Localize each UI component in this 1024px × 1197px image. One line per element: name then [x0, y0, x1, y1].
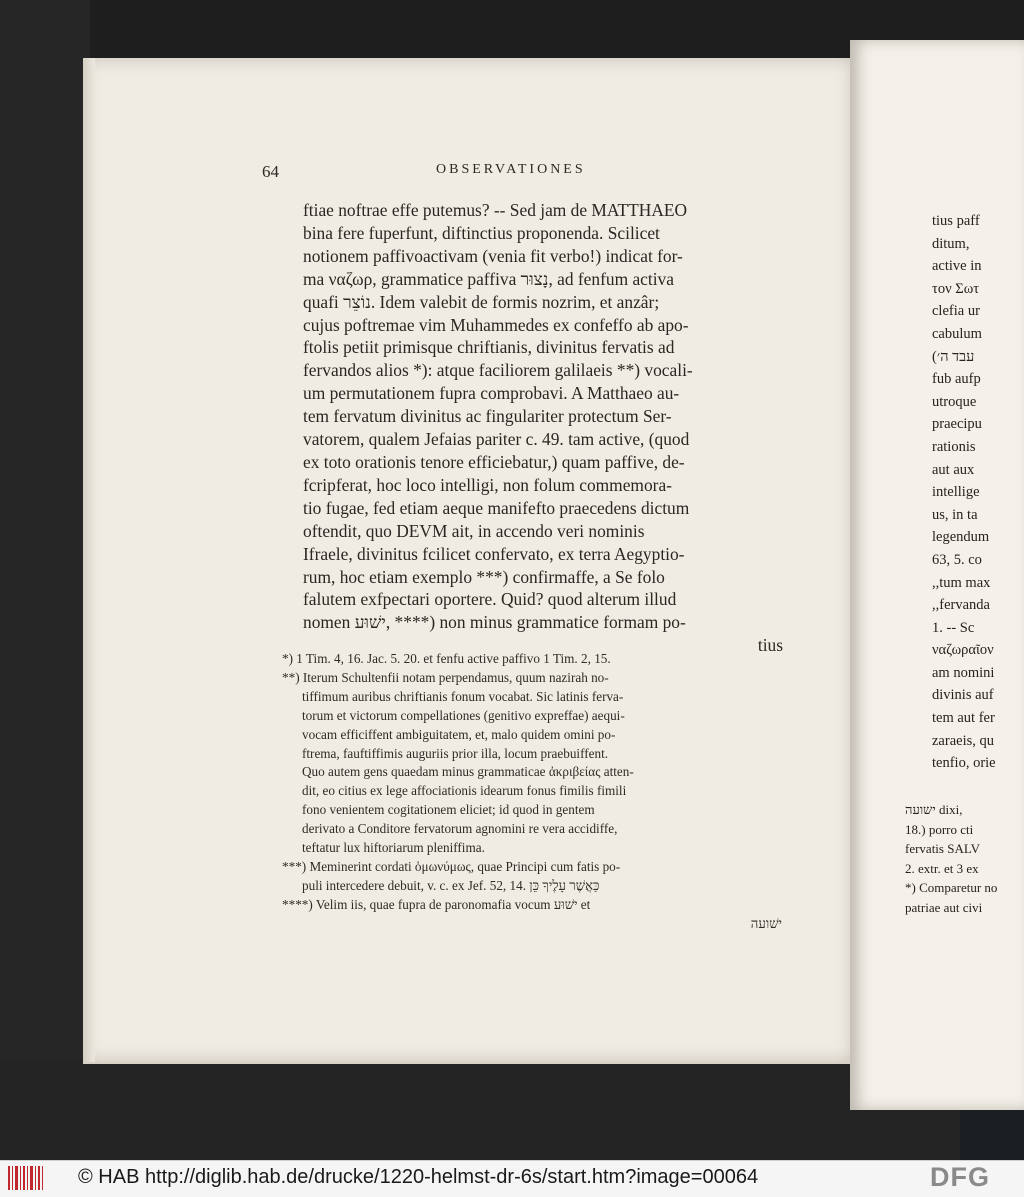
text-line: fervandos alios *): atque faciliorem galilaeis **) vocali-	[303, 360, 693, 381]
text-line: ftolis petiit primisque chriftianis, divinitus fervatis ad	[303, 337, 675, 358]
text-line: tio fugae, fed etiam aeque manifefto praecedens dictum	[303, 497, 690, 518]
footnotes-block	[282, 650, 782, 934]
text-line: rum, hoc etiam exemplo ***) confirmaffe, a Se folo	[303, 566, 665, 587]
text-line: cujus poftremae vim Muhammedes ex confeffo ab apo-	[303, 314, 689, 335]
text-line: aut aux	[932, 461, 975, 478]
footnote-line: torum et victorum compellationes (genitivo expreffae) aequi-	[302, 707, 625, 723]
footnote-line: patriae aut civi	[905, 899, 983, 915]
footnote-line: fono venientem cogitationem eliciet; id quod in gentem	[302, 802, 595, 818]
library-barcode-icon	[6, 1163, 46, 1193]
text-line: tem fervatum divinitus ac fingulariter protectum Ser-	[303, 406, 672, 427]
text-line: us, in ta	[932, 506, 978, 523]
text-line: utroque	[932, 393, 977, 410]
footnote-line: fervatis SALV	[905, 841, 980, 857]
text-line: tenfio, orie	[932, 755, 996, 772]
text-line: vatorem, qualem Jefaias pariter c. 49. tam active, (quod	[303, 429, 690, 450]
copyright-link[interactable]: © HAB http://diglib.hab.de/drucke/1220-helmst-dr-6s/start.htm?image=00064	[78, 1166, 759, 1188]
footnote-line: 2. extr. et 3 ex	[905, 860, 979, 876]
text-line: tem aut fer	[932, 710, 995, 727]
running-head	[262, 158, 792, 188]
text-line: legendum	[932, 529, 990, 546]
right-page-text	[932, 210, 1024, 775]
footnote-line: *) Comparetur no	[905, 880, 998, 896]
footnote-line: ***) Meminerint cordati ὁμωνύμως, quae Principi cum fatis po-	[282, 858, 621, 874]
catchword: tius	[757, 635, 783, 656]
page-edge-shadow	[83, 58, 95, 1062]
text-line: ναζωραῖον	[932, 642, 994, 659]
footnote-line: tiffimum auribus chriftianis fonum vocabat. Sic latinis ferva-	[302, 688, 624, 704]
right-page-footnotes	[905, 800, 1024, 918]
footnote-line: Quo autem gens quaedam minus grammaticae ἀκριβείας atten-	[302, 764, 634, 780]
footnote-line: ישׁועה	[750, 915, 782, 931]
text-line: rationis	[932, 438, 976, 455]
text-line: zaraeis, qu	[932, 732, 994, 749]
text-line: praecipu	[932, 416, 982, 433]
footnote-line: 18.) porro cti	[905, 821, 974, 837]
footnote-line: dit, eo citius ex lege affociationis idearum fonus fimilis fimili	[302, 783, 627, 799]
text-line: tius paff	[932, 213, 980, 229]
text-line: Ifraele, divinitus fcilicet confervato, ex terra Aegyptio-	[303, 543, 685, 564]
dfg-logo: DFG	[930, 1162, 990, 1192]
page-number: 64	[262, 162, 279, 181]
text-line: nomen ישׁוּע, ****) non minus grammatice formam po-	[303, 612, 686, 633]
text-line: um permutationem fupra comprobavi. A Matthaeo au-	[303, 383, 680, 404]
footnote-line: derivato a Conditore fervatorum agnomini re vera accidiffe,	[302, 821, 618, 837]
text-line: τον Σωτ	[932, 280, 980, 297]
running-title: OBSERVATIONES	[436, 162, 586, 177]
footnote-line: ****) Velim iis, quae fupra de paronomafia vocum ישׁוּע et	[282, 896, 591, 912]
text-line: ma ναζωρ, grammatice paffiva נָצוּר, ad fenfum activa	[303, 268, 674, 289]
text-line: ,,fervanda	[932, 597, 990, 614]
text-line: notionem paffivoactivam (venia fit verbo!) indicat for-	[303, 245, 683, 266]
text-line: 1. -- Sc	[932, 619, 975, 636]
footnote-line: ftrema, fauftiffimis auguriis prior illa, locum praebuiffent.	[302, 745, 609, 761]
text-line: falutem exfpectari oportere. Quid? quod alterum illud	[303, 589, 677, 610]
text-line: 63, 5. co	[932, 551, 982, 568]
footnote-line: teftatur lux hiftoriarum pleniffima.	[302, 840, 485, 856]
text-line: clefia ur	[932, 303, 980, 320]
text-line: oftendit, quo DEVM ait, in accendo veri nominis	[303, 520, 645, 541]
scan-background-left	[0, 0, 90, 1160]
text-line: fcripferat, hoc loco intelligi, non folum commemora-	[303, 474, 672, 495]
footnote-line: **) Iterum Schultenfii notam perpendamus, quum nazirah no-	[282, 669, 609, 685]
text-line: ftiae noftrae effe putemus? -- Sed jam de MATTHAEO	[303, 200, 688, 220]
text-line: bina fere fuperfunt, diftinctius proponenda. Scilicet	[303, 222, 660, 243]
text-line: fub aufp	[932, 371, 981, 388]
text-line: ditum,	[932, 235, 970, 252]
footnote-line: ישועה dixi,	[905, 802, 963, 817]
text-line: active in	[932, 258, 982, 275]
text-line: quafi נוֹצֵר. Idem valebit de formis nozrim, et anzâr;	[303, 291, 660, 312]
text-line: (עבד ה׳	[932, 348, 975, 365]
text-line: am nomini	[932, 664, 995, 681]
footnote-line: *) 1 Tim. 4, 16. Jac. 5. 20. et fenfu active paffivo 1 Tim. 2, 15.	[282, 651, 611, 666]
text-line: intellige	[932, 484, 980, 501]
text-line: ,,tum max	[932, 574, 991, 591]
footnote-line: vocam efficiffent ambiguitatem, et, malo quidem omini po-	[302, 726, 616, 742]
text-line: cabulum	[932, 325, 982, 342]
main-text-block	[303, 199, 783, 657]
text-line: ex toto orationis tenore efficiebatur,) quam paffive, de-	[303, 451, 685, 472]
text-line: divinis auf	[932, 687, 994, 704]
footnote-line: puli intercedere debuit, v. c. ex Jef. 52, 14. כַּאֲשֶׁר עָלֶיךָ כֵּן	[302, 877, 600, 893]
